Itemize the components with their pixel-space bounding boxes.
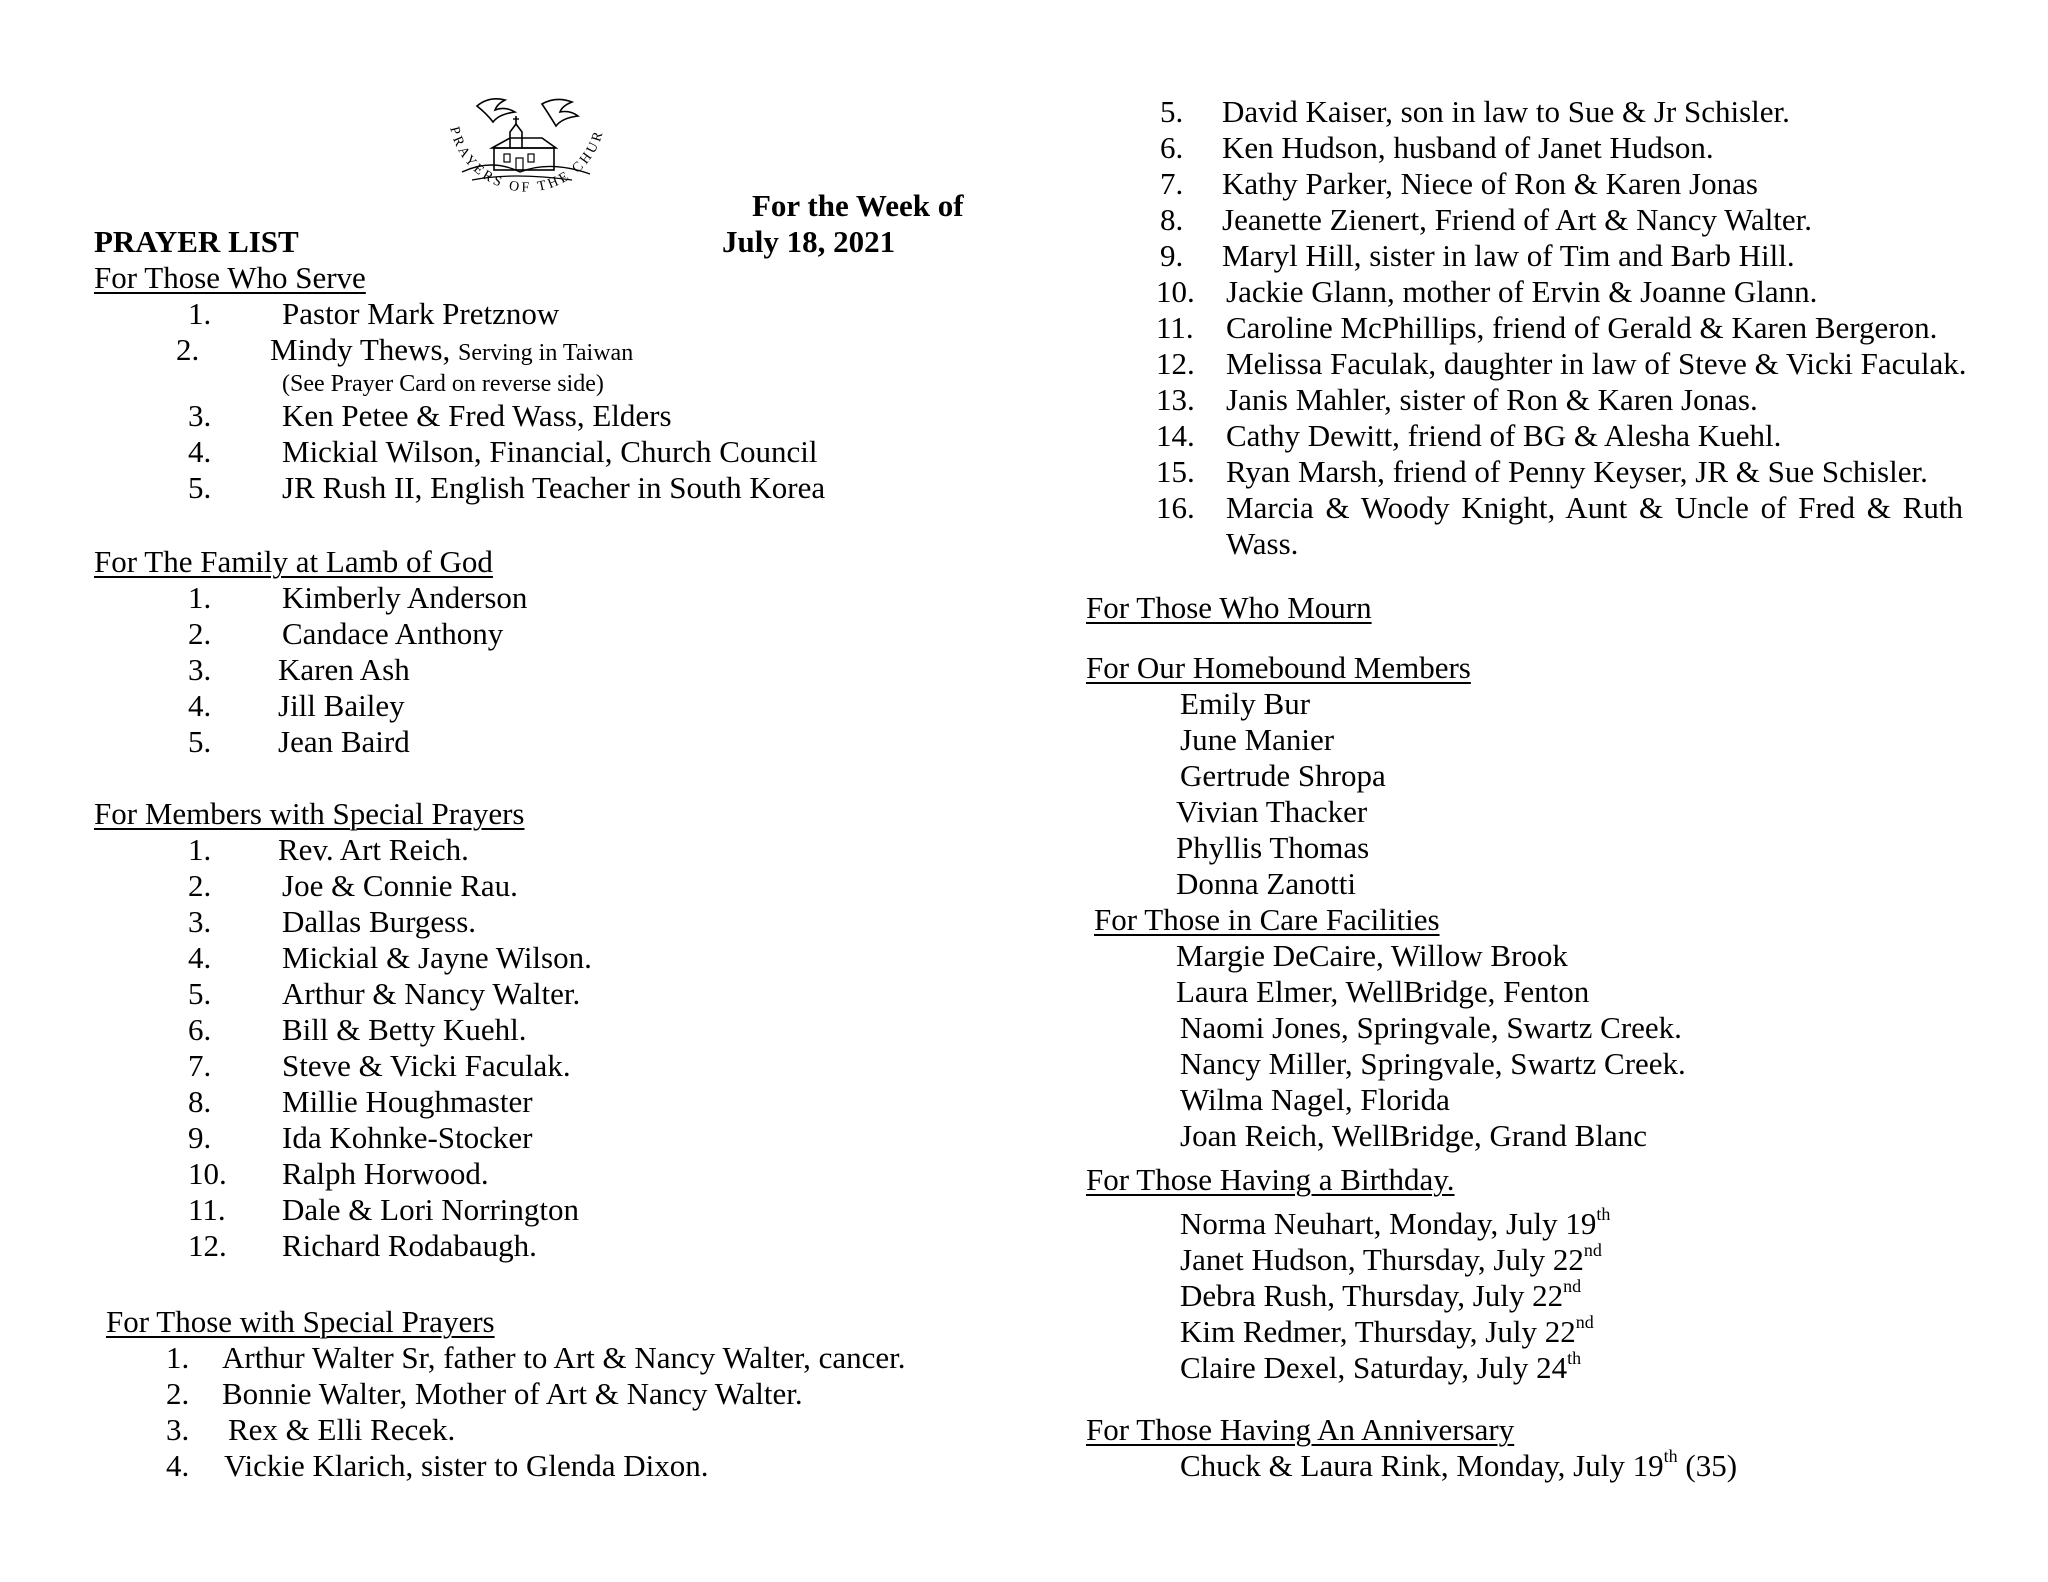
members-heading: For Members with Special Prayers	[94, 796, 525, 831]
serve-heading: For Those Who Serve	[94, 260, 366, 295]
week-date: July 18, 2021	[722, 224, 896, 259]
church-logo-icon	[432, 88, 622, 213]
care-heading: For Those in Care Facilities	[1094, 902, 1440, 937]
church-logo	[432, 88, 622, 213]
week-label: For the Week of	[752, 188, 964, 223]
page-title: PRAYER LIST	[94, 224, 299, 259]
mourn-heading: For Those Who Mourn	[1086, 590, 1372, 625]
anniversary-heading: For Those Having An Anniversary	[1086, 1412, 1515, 1447]
homebound-heading: For Our Homebound Members	[1086, 650, 1471, 685]
special-heading: For Those with Special Prayers	[106, 1304, 495, 1339]
family-heading: For The Family at Lamb of God	[94, 544, 493, 579]
birthday-heading: For Those Having a Birthday.	[1086, 1162, 1455, 1197]
logo-text: PRAYERS OF THE CHUR	[446, 125, 608, 196]
